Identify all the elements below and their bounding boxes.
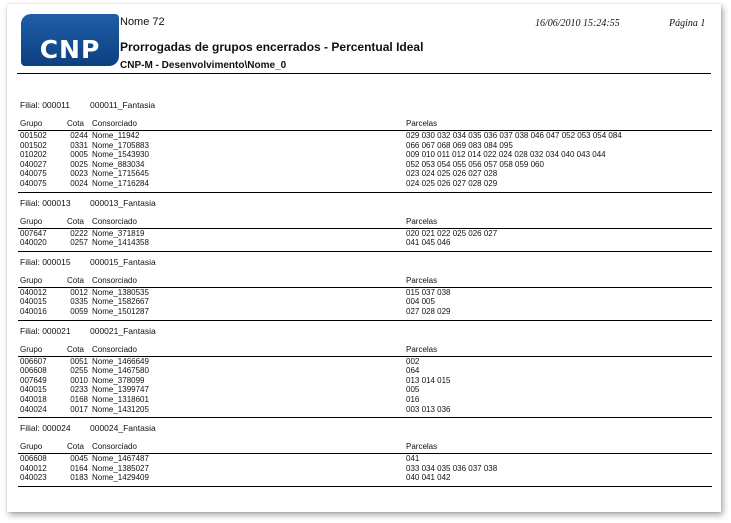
filial-fantasia: 000024_Fantasia (90, 423, 156, 434)
cell-grupo: 040075 (20, 178, 47, 188)
cell-cota: 0233 (70, 385, 88, 395)
cell-consorciado: Nome_11942 (92, 131, 140, 140)
col-grupo: Grupo (20, 344, 43, 354)
cell-consorciado: Nome_1543930 (92, 150, 149, 160)
col-consorciado: Consorciado (92, 344, 137, 354)
cell-grupo: 010202 (20, 150, 47, 160)
cell-cota: 0257 (70, 238, 88, 248)
cell-grupo: 040020 (20, 238, 47, 248)
filial-header (18, 420, 712, 436)
cell-grupo: 040018 (20, 394, 47, 404)
cell-grupo: 040015 (20, 385, 47, 395)
col-grupo: Grupo (20, 216, 43, 226)
cell-parcelas: 029 030 032 034 035 036 037 038 046 047 052 053 054 084 (406, 131, 622, 140)
report-subtitle: CNP-M - Desenvolvimento\Nome_0 (120, 60, 287, 71)
table-row (18, 385, 712, 395)
cell-cota: 0023 (70, 169, 88, 179)
col-consorciado: Consorciado (92, 442, 137, 452)
header-divider (17, 73, 711, 74)
col-consorciado: Consorciado (92, 216, 137, 226)
cell-cota: 0331 (70, 140, 88, 150)
page-number: Página 1 (669, 18, 706, 29)
cell-parcelas: 052 053 054 055 056 057 058 059 060 (406, 159, 544, 169)
filial-section (18, 254, 712, 321)
cell-grupo: 006608 (20, 454, 47, 464)
col-cota: Cota (67, 344, 84, 354)
cell-parcelas: 041 (406, 454, 420, 464)
col-cota: Cota (67, 216, 84, 226)
cell-grupo: 001502 (20, 131, 47, 140)
cell-consorciado: Nome_1467580 (92, 366, 149, 376)
cell-consorciado: Nome_1501287 (92, 306, 149, 316)
cell-consorciado: Nome_1414358 (92, 238, 149, 248)
cell-parcelas: 024 025 026 027 028 029 (406, 178, 498, 188)
table-row (18, 131, 712, 141)
cell-parcelas: 064 (406, 366, 420, 376)
cell-grupo: 040024 (20, 404, 47, 414)
table-row (18, 454, 712, 464)
column-header-row (18, 276, 712, 288)
cell-grupo: 007649 (20, 375, 47, 385)
cell-parcelas: 005 (406, 385, 420, 395)
filial-header (18, 323, 712, 339)
filial-code: Filial: 000011 (20, 100, 70, 110)
report-body (18, 97, 712, 489)
table-row (18, 169, 712, 179)
cell-parcelas: 027 028 029 (406, 306, 451, 316)
report-datetime: 16/06/2010 15:24:55 (535, 18, 620, 29)
cell-consorciado: Nome_1466649 (92, 356, 149, 366)
cell-cota: 0335 (70, 297, 88, 307)
filial-section (18, 323, 712, 419)
cell-parcelas: 066 067 068 069 083 084 095 (406, 140, 513, 150)
filial-code: Filial: 000013 (20, 197, 71, 208)
filial-code: Filial: 000015 (20, 256, 71, 267)
cell-cota: 0010 (70, 375, 88, 385)
filial-code: Filial: 000021 (20, 325, 71, 336)
cell-parcelas: 016 (406, 394, 420, 404)
cell-consorciado: Nome_883034 (92, 159, 145, 169)
col-parcelas: Parcelas (406, 119, 438, 128)
table-row (18, 376, 712, 386)
cell-parcelas: 023 024 025 026 027 028 (406, 169, 498, 179)
table-row (18, 179, 712, 189)
col-consorciado: Consorciado (92, 119, 137, 128)
cell-grupo: 006607 (20, 356, 47, 366)
cell-cota: 0005 (70, 150, 88, 160)
cell-cota: 0164 (70, 463, 88, 473)
filial-header (18, 97, 712, 113)
table-row (18, 229, 712, 239)
cell-consorciado: Nome_1467487 (92, 454, 149, 464)
cell-parcelas: 020 021 022 025 026 027 (406, 228, 498, 238)
col-parcelas: Parcelas (406, 216, 438, 226)
table-row (18, 160, 712, 170)
table-row (18, 288, 712, 298)
cell-parcelas: 002 (406, 356, 420, 366)
cell-consorciado: Nome_378099 (92, 375, 145, 385)
filial-fantasia: 000021_Fantasia (90, 325, 156, 336)
cell-consorciado: Nome_1716284 (92, 178, 149, 188)
cell-parcelas: 003 013 036 (406, 404, 451, 414)
col-cota: Cota (67, 119, 84, 128)
cell-parcelas: 033 034 035 036 037 038 (406, 463, 498, 473)
filial-header (18, 195, 712, 211)
cell-parcelas: 004 005 (406, 297, 435, 307)
table-row (18, 405, 712, 415)
cell-grupo: 040075 (20, 169, 47, 179)
filial-fantasia: 000013_Fantasia (90, 197, 156, 208)
cell-consorciado: Nome_1399747 (92, 385, 149, 395)
filial-section (18, 97, 712, 193)
cell-parcelas: 040 041 042 (406, 473, 451, 483)
cell-cota: 0255 (70, 366, 88, 376)
cell-cota: 0222 (70, 228, 88, 238)
cell-consorciado: Nome_1385027 (92, 463, 149, 473)
cell-grupo: 040012 (20, 463, 47, 473)
column-header-row (18, 119, 712, 131)
filial-code: Filial: 000024 (20, 423, 71, 434)
table-row (18, 464, 712, 474)
cell-consorciado: Nome_1715645 (92, 169, 149, 179)
cell-parcelas: 009 010 011 012 014 022 024 028 032 034 040 043 044 (406, 150, 606, 160)
cnp-logo: CNP (21, 14, 119, 66)
col-grupo: Grupo (20, 119, 43, 128)
column-header-row (18, 442, 712, 454)
table-row (18, 150, 712, 160)
col-cota: Cota (67, 442, 84, 452)
cell-grupo: 007647 (20, 228, 47, 238)
filial-fantasia: 000015_Fantasia (90, 256, 156, 267)
col-cota: Cota (67, 275, 84, 285)
cell-grupo: 006608 (20, 366, 47, 376)
col-consorciado: Consorciado (92, 275, 137, 285)
table-row (18, 307, 712, 317)
cell-consorciado: Nome_1318601 (92, 394, 149, 404)
col-grupo: Grupo (20, 442, 43, 452)
cell-consorciado: Nome_1582667 (92, 297, 149, 307)
cell-parcelas: 041 045 046 (406, 238, 451, 248)
col-parcelas: Parcelas (406, 344, 438, 354)
table-row (18, 141, 712, 151)
cell-consorciado: Nome_1380535 (92, 287, 149, 297)
cell-grupo: 001502 (20, 140, 47, 150)
report-user-name: Nome 72 (120, 16, 165, 28)
col-parcelas: Parcelas (406, 275, 438, 285)
cell-cota: 0244 (70, 131, 88, 140)
col-grupo: Grupo (20, 275, 43, 285)
column-header-row (18, 345, 712, 357)
cell-cota: 0183 (70, 473, 88, 483)
cell-cota: 0017 (70, 404, 88, 414)
table-row (18, 238, 712, 248)
cell-cota: 0045 (70, 454, 88, 464)
cell-consorciado: Nome_1705883 (92, 140, 149, 150)
table-row (18, 395, 712, 405)
table-row (18, 473, 712, 483)
cell-cota: 0051 (70, 356, 88, 366)
cell-cota: 0059 (70, 306, 88, 316)
filial-section (18, 195, 712, 252)
filial-section (18, 420, 712, 487)
col-parcelas: Parcelas (406, 442, 438, 452)
cell-grupo: 040012 (20, 287, 47, 297)
report-page (7, 4, 721, 512)
filial-fantasia: 000011_Fantasia (90, 100, 156, 110)
cell-parcelas: 015 037 038 (406, 287, 451, 297)
cell-cota: 0025 (70, 159, 88, 169)
cell-consorciado: Nome_1429409 (92, 473, 149, 483)
table-row (18, 357, 712, 367)
cell-grupo: 040023 (20, 473, 47, 483)
cell-grupo: 040027 (20, 159, 47, 169)
cell-grupo: 040015 (20, 297, 47, 307)
cell-consorciado: Nome_371819 (92, 228, 145, 238)
cell-cota: 0024 (70, 178, 88, 188)
table-row (18, 297, 712, 307)
cell-cota: 0012 (70, 287, 88, 297)
report-title: Prorrogadas de grupos encerrados - Percentual Ideal (120, 40, 424, 54)
cell-parcelas: 013 014 015 (406, 375, 451, 385)
cell-grupo: 040016 (20, 306, 47, 316)
table-row (18, 366, 712, 376)
filial-header (18, 254, 712, 270)
cell-cota: 0168 (70, 394, 88, 404)
cell-consorciado: Nome_1431205 (92, 404, 149, 414)
column-header-row (18, 217, 712, 229)
